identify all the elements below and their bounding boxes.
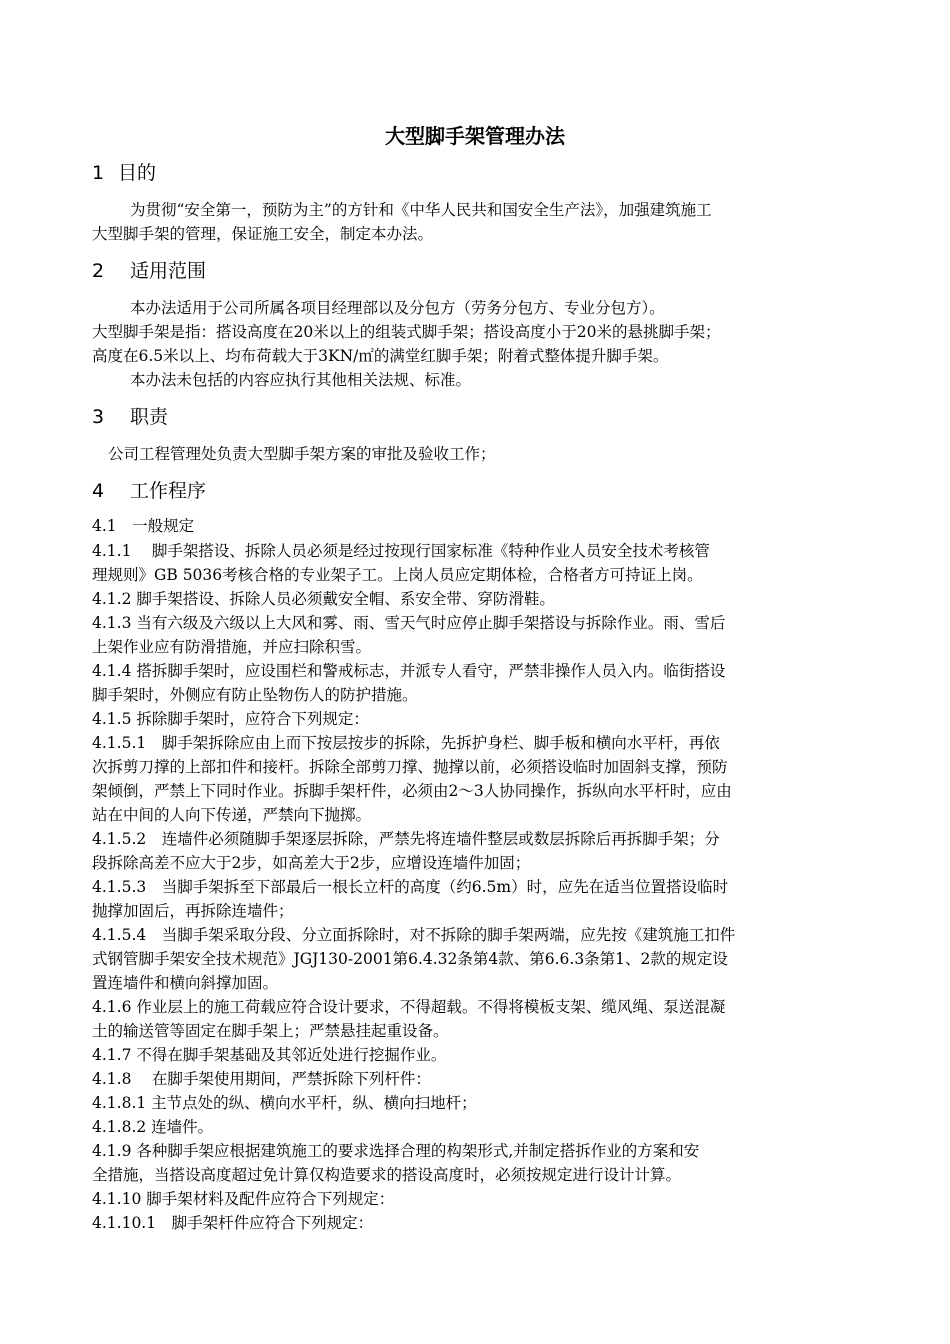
paragraph-line: 段拆除高差不应大于2步，如高差大于2步，应增设连墙件加固；	[92, 854, 531, 872]
paragraph-line: 4.1.9 各种脚手架应根据建筑施工的要求选择合理的构架形式,并制定搭拆作业的方案和安	[92, 1142, 700, 1160]
paragraph-line: 脚手架时，外侧应有防止坠物伤人的防护措施。	[92, 686, 418, 704]
paragraph-line: 本办法适用于公司所属各项目经理部以及分包方（劳务分包方、专业分包方）。	[130, 299, 665, 317]
paragraph-line: 次拆剪刀撑的上部扣件和接杆。拆除全部剪刀撑、抛撑以前，必须搭设临时加固斜支撑，预防	[92, 758, 728, 776]
paragraph-line: 4.1.10.1 脚手架杆件应符合下列规定：	[92, 1214, 374, 1232]
section-heading-1	[92, 160, 156, 186]
section-heading-4	[92, 478, 206, 504]
paragraph-line: 4.1.2 脚手架搭设、拆除人员必须戴安全帽、系安全带、穿防滑鞋。	[92, 590, 555, 608]
paragraph-line: 大型脚手架的管理，保证施工安全，制定本办法。	[92, 225, 434, 243]
paragraph-line: 大型脚手架是指：搭设高度在20米以上的组装式脚手架；搭设高度小于20米的悬挑脚手架；	[92, 323, 721, 341]
section-title: 目的	[118, 162, 157, 184]
paragraph-line: 4.1.5 拆除脚手架时，应符合下列规定：	[92, 710, 369, 728]
paragraph-line: 4.1.1 脚手架搭设、拆除人员必须是经过按现行国家标准《特种作业人员安全技术考核管	[92, 542, 710, 560]
paragraph-line: 式钢管脚手架安全技术规范》JGJ130-2001第6.4.32条第4款、第6.6.3条第1、2款的规定设	[92, 950, 728, 968]
paragraph-line: 架倾倒，严禁上下同时作业。拆脚手架杆件，必须由2～3人协同操作，拆纵向水平杆时，应由	[92, 782, 732, 800]
paragraph-line: 本办法未包括的内容应执行其他相关法规、标准。	[130, 371, 472, 389]
paragraph-line: 为贯彻“安全第一，预防为主”的方针和《中华人民共和国安全生产法》，加强建筑施工	[130, 201, 712, 219]
paragraph-line: 4.1.8.1 主节点处的纵、横向水平杆，纵、横向扫地杆；	[92, 1094, 477, 1112]
paragraph-line: 4.1.4 搭拆脚手架时，应设围栏和警戒标志，并派专人看守，严禁非操作人员入内。临街搭设	[92, 662, 726, 680]
paragraph-line: 站在中间的人向下传递，严禁向下抛掷。	[92, 806, 372, 824]
section-heading-3	[92, 404, 168, 430]
paragraph-line: 4.1.5.1 脚手架拆除应由上而下按层按步的拆除，先拆护身栏、脚手板和横向水平杆，再依	[92, 734, 720, 752]
paragraph-line: 4.1 一般规定	[92, 517, 195, 535]
paragraph-line: 全措施，当搭设高度超过免计算仅构造要求的搭设高度时，必须按规定进行设计计算。	[92, 1166, 682, 1184]
paragraph-line: 置连墙件和横向斜撑加固。	[92, 974, 279, 992]
section-title: 工作程序	[130, 480, 207, 502]
paragraph-line: 抛撑加固后，再拆除连墙件；	[92, 902, 294, 920]
paragraph-line: 4.1.6 作业层上的施工荷载应符合设计要求，不得超载。不得将模板支架、缆风绳、泵送混凝	[92, 998, 726, 1016]
paragraph-line: 上架作业应有防滑措施，并应扫除积雪。	[92, 638, 372, 656]
paragraph-line: 4.1.5.4 当脚手架采取分段、分立面拆除时，对不拆除的脚手架两端，应先按《建筑施工扣件	[92, 926, 736, 944]
paragraph-line: 4.1.5.2 连墙件必须随脚手架逐层拆除，严禁先将连墙件整层或数层拆除后再拆脚手架；分	[92, 830, 720, 848]
paragraph-line: 土的输送管等固定在脚手架上；严禁悬挂起重设备。	[92, 1022, 449, 1040]
paragraph-line: 4.1.10 脚手架材料及配件应符合下列规定：	[92, 1190, 395, 1208]
paragraph-line: 4.1.7 不得在脚手架基础及其邻近处进行挖掘作业。	[92, 1046, 447, 1064]
document-title: 大型脚手架管理办法	[385, 124, 565, 148]
section-number: 2	[92, 260, 105, 282]
paragraph-line: 公司工程管理处负责大型脚手架方案的审批及验收工作；	[108, 445, 496, 463]
section-title: 职责	[130, 406, 169, 428]
section-number: 3	[92, 406, 105, 428]
section-title: 适用范围	[130, 260, 207, 282]
paragraph-line: 理规则》GB 5036考核合格的专业架子工。上岗人员应定期体检，合格者方可持证上岗。	[92, 566, 703, 584]
paragraph-line: 4.1.8 在脚手架使用期间，严禁拆除下列杆件：	[92, 1070, 431, 1088]
section-number: 1	[92, 162, 105, 184]
section-heading-2	[92, 258, 206, 284]
paragraph-line: 4.1.3 当有六级及六级以上大风和雾、雨、雪天气时应停止脚手架搭设与拆除作业。雨、雪后	[92, 614, 726, 632]
paragraph-line: 4.1.8.2 连墙件。	[92, 1118, 214, 1136]
section-number: 4	[92, 480, 105, 502]
paragraph-line: 高度在6.5米以上、均布荷载大于3KN/㎡的满堂红脚手架；附着式整体提升脚手架。	[92, 347, 669, 365]
paragraph-line: 4.1.5.3 当脚手架拆至下部最后一根长立杆的高度（约6.5m）时，应先在适当位置搭设临时	[92, 878, 729, 896]
